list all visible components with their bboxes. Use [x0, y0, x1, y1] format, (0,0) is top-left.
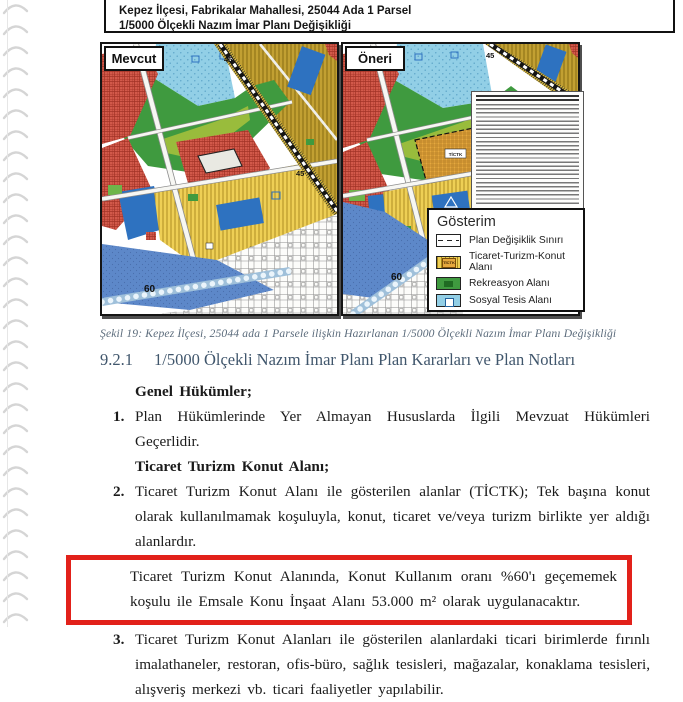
tictk-zone-icon: TİCTK — [436, 256, 461, 269]
legend-item-plan-boundary — [436, 234, 576, 247]
recreation-zone-icon — [436, 277, 461, 290]
road-label-45-mid: 45 — [296, 169, 305, 178]
document-text-column — [98, 327, 650, 702]
provision-item-1 — [98, 404, 650, 454]
red-highlight-box — [66, 555, 632, 625]
plan-header-box — [104, 0, 675, 33]
legend-item-label: Plan Değişiklik Sınırı — [469, 235, 564, 246]
item-number: 3. — [113, 631, 125, 648]
header-line-2: 1/5000 Ölçekli Nazım İmar Planı Değişikliği — [119, 20, 352, 32]
legend-item-label: Sosyal Tesis Alanı — [469, 295, 552, 306]
legend-title: Gösterim — [437, 214, 496, 230]
item-number: 1. — [113, 408, 125, 425]
road-label-45-top: 45 — [224, 55, 233, 64]
section-number: 9.2.1 — [100, 350, 133, 369]
road-label-60: 60 — [391, 272, 403, 283]
social-facility-zone-icon — [436, 294, 461, 307]
legend-item-label: Rekreasyon Alanı — [469, 278, 550, 289]
provision-item-2 — [98, 479, 650, 554]
page-left-edge — [7, 0, 8, 627]
map-title-oneri: Öneri — [345, 46, 405, 71]
road-label-60: 60 — [144, 284, 156, 295]
dashed-boundary-icon — [436, 234, 461, 247]
map-mevcut-canvas — [102, 44, 337, 314]
figure-caption: Şekil 19: Kepez İlçesi, 25044 ada 1 Parsele ilişkin Hazırlanan 1/5000 Ölçekli Nazım İmar Planı Değişikliği — [100, 327, 617, 340]
section-heading — [100, 350, 650, 370]
legend — [427, 208, 585, 312]
map-oneri — [341, 42, 580, 316]
section-title: 1/5000 Ölçekli Nazım İmar Planı Plan Kararları ve Plan Notları — [154, 350, 576, 369]
legend-item-label: Ticaret-Turizm-Konut Alanı — [469, 251, 565, 273]
item-number: 2. — [113, 483, 125, 500]
plan-notes-text-lines — [476, 104, 579, 204]
legend-item-social — [436, 294, 576, 307]
legend-item-tictk — [436, 251, 576, 273]
item-text: Ticaret Turizm Konut Alanları ile gösterilen alanlardaki ticari birimlerde fırınlı imalathaneler, restoran, ofis-büro, sağlık tesisleri, mağazalar, konaklama tesisleri, alışveriş merkezi vb. ticari faaliyetler yapılabilir. — [135, 631, 650, 698]
legend-item-recreation — [436, 277, 576, 290]
item-text: Ticaret Turizm Konut Alanı ile gösterilen alanlar (TİCTK); Tek başına konut olarak kullanılmamak koşuluyla, konut, ticaret ve/veya turizm birlikte yer aldığı alanlardır. — [135, 483, 650, 550]
item-text: Plan Hükümlerinde Yer Almayan Hususlarda İlgili Mevzuat Hükümleri Geçerlidir. — [135, 408, 650, 450]
plan-notes-box — [471, 91, 584, 213]
subheading-ticaret-turizm-konut: Ticaret Turizm Konut Alanı; — [135, 458, 330, 475]
provision-item-3 — [98, 627, 650, 702]
map-mevcut — [100, 42, 339, 316]
subheading-genel-hukumler: Genel Hükümler; — [135, 383, 252, 400]
highlighted-provision-text: Ticaret Turizm Konut Alanında, Konut Kullanım oranı %60'ı geçememek koşulu ile Emsale Konu İnşaat Alanı 53.000 m² olarak uygulanacaktır. — [130, 568, 617, 610]
header-line-1: Kepez İlçesi, Fabrikalar Mahallesi, 25044 Ada 1 Parsel — [119, 5, 412, 17]
plan-provisions — [98, 379, 650, 702]
road-label-45-top: 45 — [486, 51, 495, 60]
zone-chip-tictk: TİCTK — [448, 151, 463, 157]
map-title-mevcut: Mevcut — [104, 46, 164, 71]
plan-notes-title-lines — [476, 95, 579, 102]
